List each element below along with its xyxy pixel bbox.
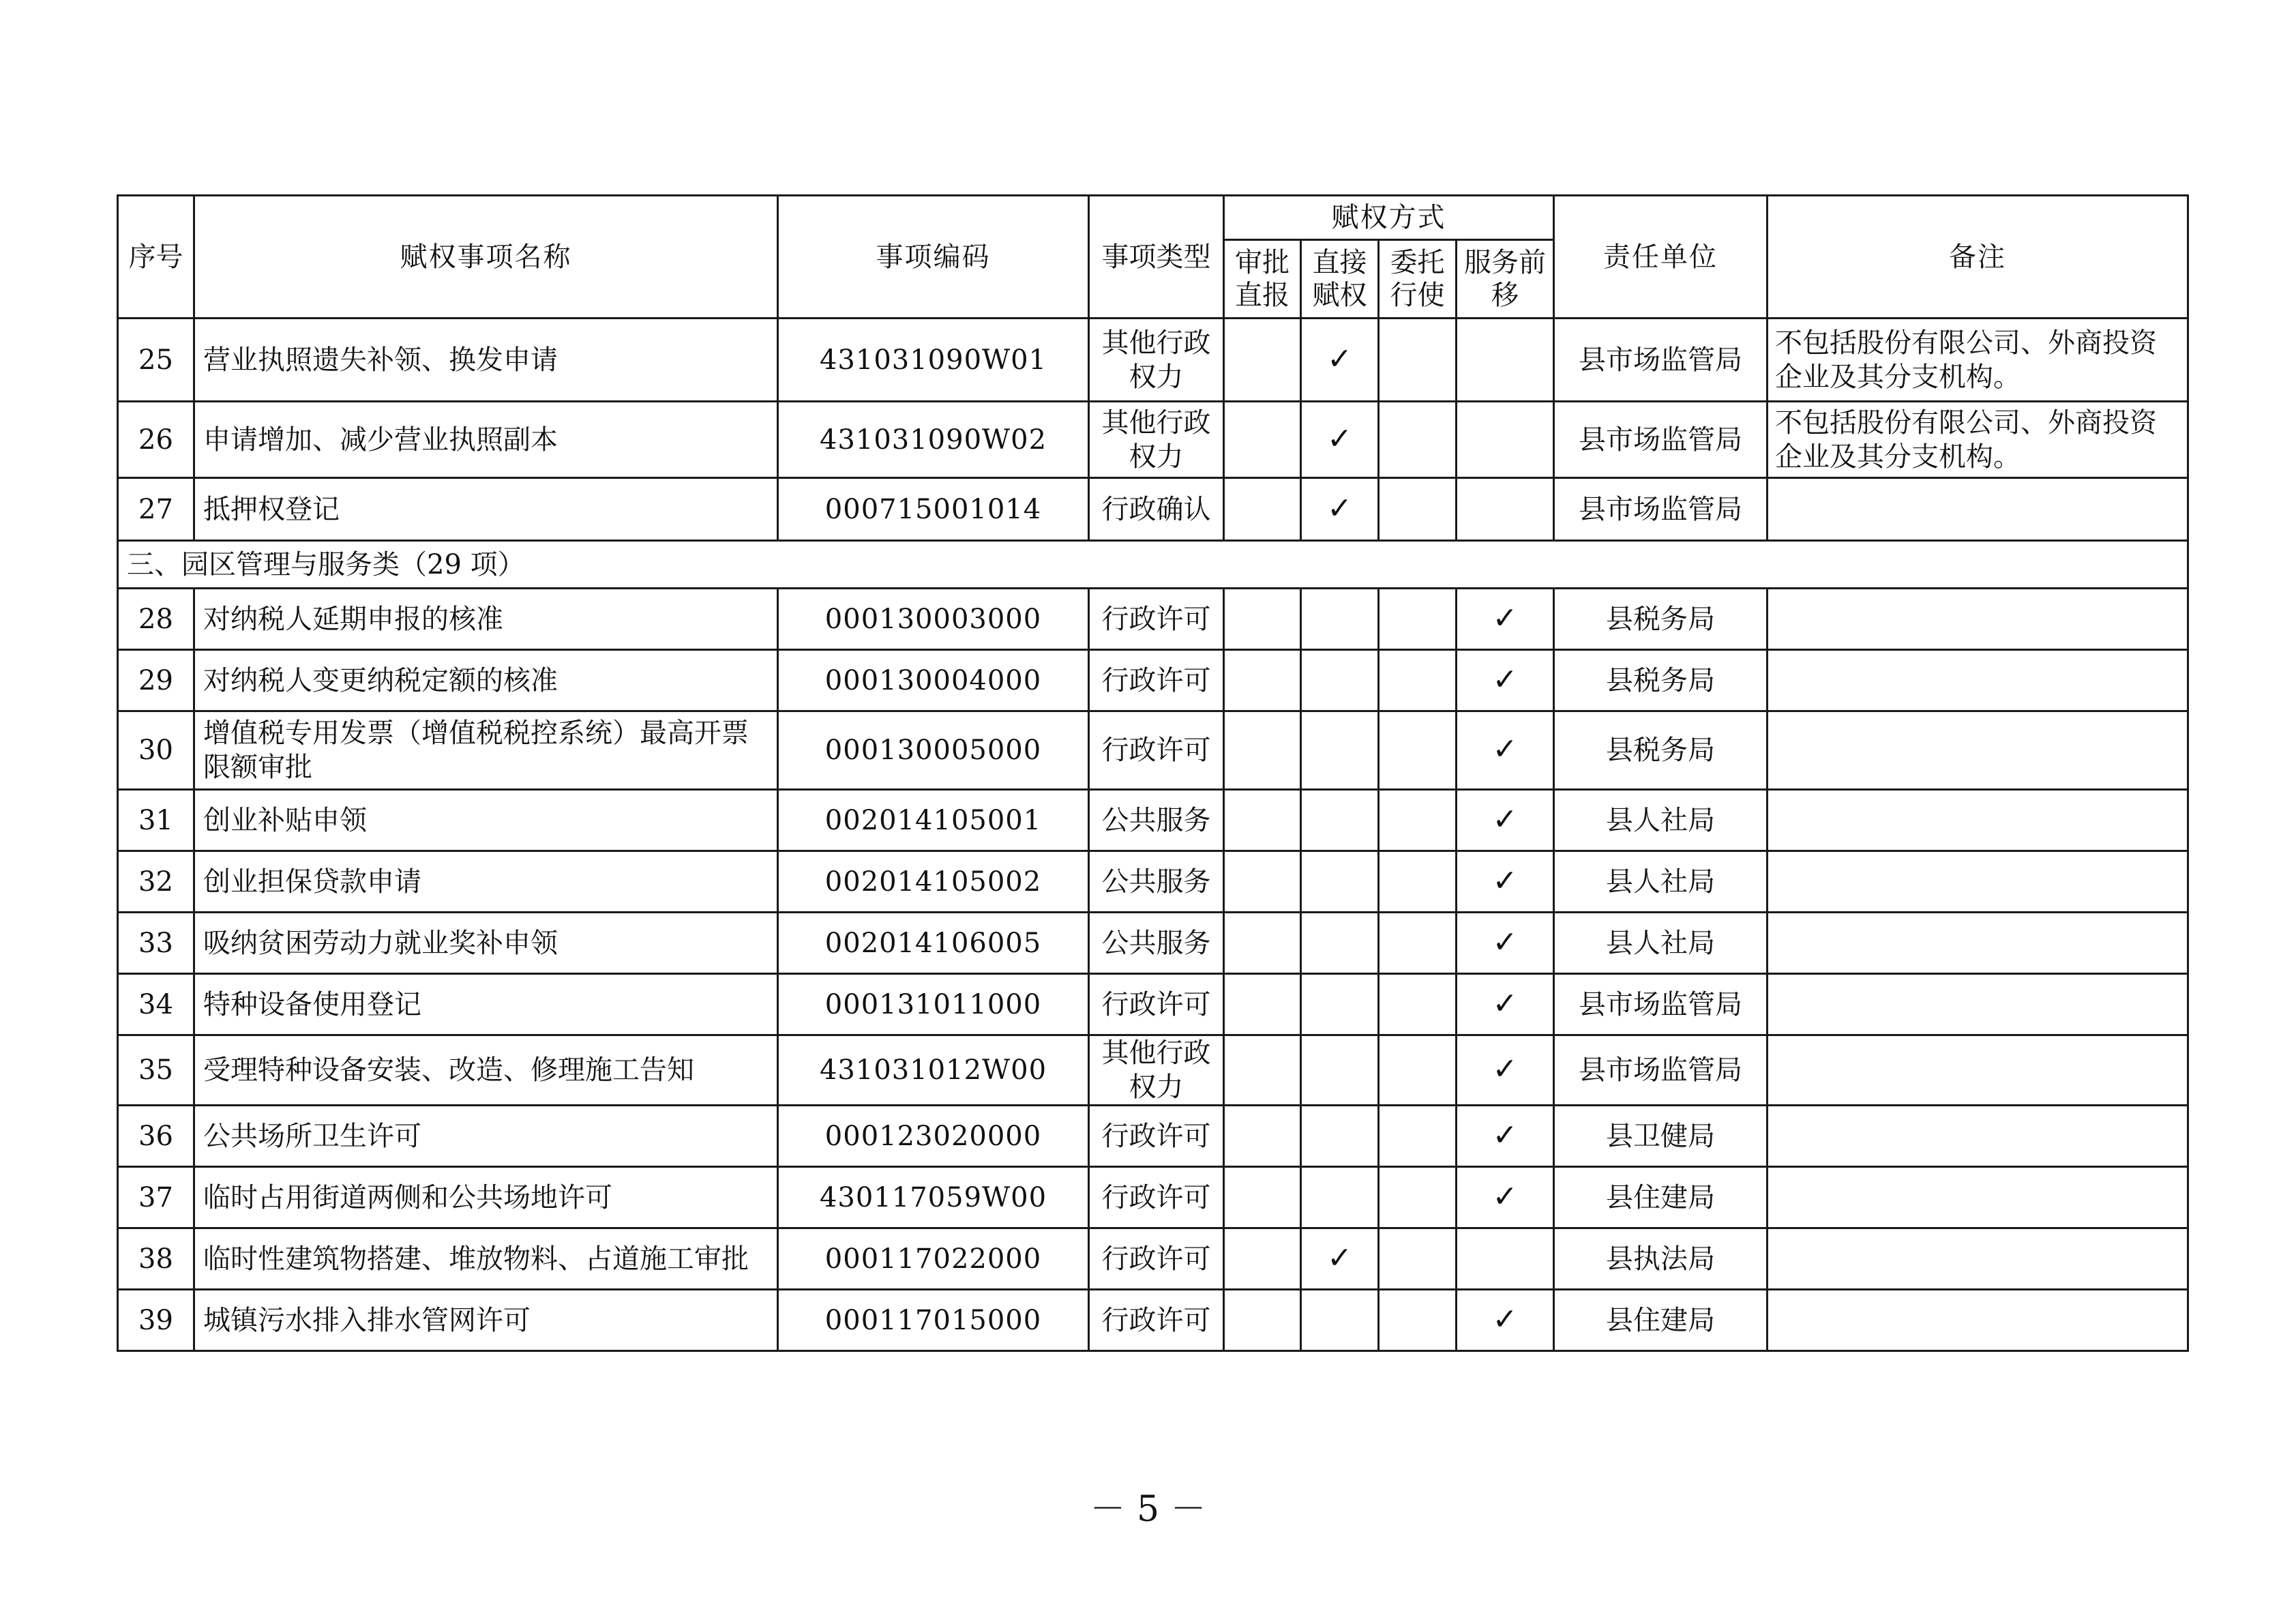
row-seq: 39: [118, 1290, 194, 1351]
row-item-name: 吸纳贫困劳动力就业奖补申领: [194, 913, 778, 974]
table-row: [118, 650, 2188, 711]
row-method-cell: [1224, 1290, 1301, 1351]
row-note: 不包括股份有限公司、外商投资企业及其分支机构。: [1768, 402, 2188, 478]
row-seq: 36: [118, 1106, 194, 1167]
row-method-cell: [1224, 913, 1301, 974]
row-item-type: 公共服务: [1089, 851, 1224, 913]
row-responsible-unit: 县税务局: [1554, 589, 1768, 650]
header-method-direct-grant: 直接赋权: [1301, 240, 1379, 319]
row-seq: 38: [118, 1228, 194, 1290]
row-method-cell: [1301, 851, 1379, 913]
check-mark-icon: ✓: [1492, 732, 1518, 767]
row-item-type: 行政许可: [1089, 974, 1224, 1035]
row-item-type: 行政确认: [1089, 478, 1224, 541]
row-method-cell: [1301, 790, 1379, 851]
page-number: － 5 －: [1090, 1489, 1206, 1530]
row-responsible-unit: 县市场监管局: [1554, 478, 1768, 541]
row-seq: 29: [118, 650, 194, 711]
row-item-code: 000130005000: [778, 711, 1089, 790]
row-method-cell: [1224, 402, 1301, 478]
table-row: [118, 1106, 2188, 1167]
row-method-cell: [1379, 650, 1457, 711]
row-item-code: 431031090W01: [778, 319, 1089, 402]
row-item-name: 城镇污水排入排水管网许可: [194, 1290, 778, 1351]
check-mark-icon: ✓: [1327, 490, 1352, 526]
row-method-cell: [1224, 478, 1301, 541]
row-item-name: 抵押权登记: [194, 478, 778, 541]
row-item-type: 行政许可: [1089, 711, 1224, 790]
row-responsible-unit: 县人社局: [1554, 913, 1768, 974]
row-seq: 26: [118, 402, 194, 478]
row-method-cell: [1224, 790, 1301, 851]
row-note: [1768, 1035, 2188, 1106]
row-item-type: 其他行政权力: [1089, 402, 1224, 478]
row-method-cell: [1301, 974, 1379, 1035]
row-item-code: 430117059W00: [778, 1167, 1089, 1228]
check-mark-icon: ✓: [1492, 662, 1518, 697]
table-row: [118, 319, 2188, 402]
row-note: [1768, 650, 2188, 711]
check-mark-icon: ✓: [1492, 986, 1518, 1021]
row-method-cell: [1301, 711, 1379, 790]
row-responsible-unit: 县市场监管局: [1554, 974, 1768, 1035]
section-title: 三、园区管理与服务类（29 项）: [118, 541, 2188, 589]
row-responsible-unit: 县卫健局: [1554, 1106, 1768, 1167]
table-row: [118, 790, 2188, 851]
row-method-cell: [1301, 589, 1379, 650]
row-method-cell: [1301, 1290, 1379, 1351]
check-mark-icon: ✓: [1327, 1240, 1352, 1275]
row-method-cell: [1379, 790, 1457, 851]
row-item-type: 公共服务: [1089, 913, 1224, 974]
row-method-cell: [1301, 478, 1379, 541]
row-item-name: 特种设备使用登记: [194, 974, 778, 1035]
table-row: [118, 1290, 2188, 1351]
row-responsible-unit: 县执法局: [1554, 1228, 1768, 1290]
row-method-cell: [1379, 1228, 1457, 1290]
row-note: [1768, 478, 2188, 541]
table-row: [118, 1167, 2188, 1228]
row-item-name: 临时性建筑物搭建、堆放物料、占道施工审批: [194, 1228, 778, 1290]
row-method-cell: [1301, 650, 1379, 711]
row-method-cell: [1301, 319, 1379, 402]
row-responsible-unit: 县市场监管局: [1554, 319, 1768, 402]
row-note: [1768, 711, 2188, 790]
header-unit: 责任单位: [1554, 196, 1768, 319]
row-note: [1768, 1167, 2188, 1228]
check-mark-icon: ✓: [1327, 341, 1352, 377]
row-item-code: 000131011000: [778, 974, 1089, 1035]
row-item-code: 000130004000: [778, 650, 1089, 711]
row-note: [1768, 790, 2188, 851]
row-method-cell: [1224, 851, 1301, 913]
row-method-cell: [1379, 913, 1457, 974]
row-item-code: 000123020000: [778, 1106, 1089, 1167]
row-method-cell: [1301, 1228, 1379, 1290]
header-method-service-forward: 服务前移: [1457, 240, 1554, 319]
row-method-cell: [1224, 650, 1301, 711]
check-mark-icon: ✓: [1492, 600, 1518, 636]
row-method-cell: [1224, 589, 1301, 650]
check-mark-icon: ✓: [1492, 1117, 1518, 1153]
row-seq: 31: [118, 790, 194, 851]
table-row: [118, 478, 2188, 541]
section-row: [118, 541, 2188, 589]
row-method-cell: [1379, 319, 1457, 402]
header-code: 事项编码: [778, 196, 1089, 319]
row-method-cell: [1379, 1167, 1457, 1228]
row-method-cell: [1457, 711, 1554, 790]
header-type: 事项类型: [1089, 196, 1224, 319]
row-method-cell: [1224, 1106, 1301, 1167]
row-method-cell: [1457, 319, 1554, 402]
row-method-cell: [1379, 402, 1457, 478]
row-method-cell: [1457, 478, 1554, 541]
row-item-code: 000130003000: [778, 589, 1089, 650]
row-item-type: 行政许可: [1089, 1228, 1224, 1290]
row-responsible-unit: 县住建局: [1554, 1290, 1768, 1351]
row-method-cell: [1457, 1106, 1554, 1167]
table-row: [118, 913, 2188, 974]
row-responsible-unit: 县市场监管局: [1554, 402, 1768, 478]
row-item-type: 行政许可: [1089, 1290, 1224, 1351]
row-method-cell: [1457, 402, 1554, 478]
row-responsible-unit: 县人社局: [1554, 790, 1768, 851]
table-header: [118, 196, 2188, 319]
check-mark-icon: ✓: [1492, 1179, 1518, 1214]
row-item-name: 增值税专用发票（增值税税控系统）最高开票限额审批: [194, 711, 778, 790]
table-row: [118, 1228, 2188, 1290]
row-note: [1768, 1228, 2188, 1290]
row-method-cell: [1224, 1228, 1301, 1290]
row-method-cell: [1457, 650, 1554, 711]
row-note: [1768, 589, 2188, 650]
row-method-cell: [1457, 974, 1554, 1035]
table-row: [118, 1035, 2188, 1106]
row-method-cell: [1379, 711, 1457, 790]
row-seq: 30: [118, 711, 194, 790]
row-item-name: 营业执照遗失补领、换发申请: [194, 319, 778, 402]
row-item-code: 000117015000: [778, 1290, 1089, 1351]
row-item-name: 临时占用街道两侧和公共场地许可: [194, 1167, 778, 1228]
row-item-name: 对纳税人变更纳税定额的核准: [194, 650, 778, 711]
row-seq: 34: [118, 974, 194, 1035]
row-note: 不包括股份有限公司、外商投资企业及其分支机构。: [1768, 319, 2188, 402]
row-method-cell: [1457, 913, 1554, 974]
table-body: [118, 319, 2188, 1351]
row-note: [1768, 1106, 2188, 1167]
header-method-group: 赋权方式: [1224, 196, 1554, 240]
check-mark-icon: ✓: [1327, 421, 1352, 456]
row-responsible-unit: 县市场监管局: [1554, 1035, 1768, 1106]
check-mark-icon: ✓: [1492, 863, 1518, 898]
row-method-cell: [1379, 1035, 1457, 1106]
row-item-code: 431031090W02: [778, 402, 1089, 478]
check-mark-icon: ✓: [1492, 801, 1518, 837]
row-item-type: 公共服务: [1089, 790, 1224, 851]
row-method-cell: [1224, 1035, 1301, 1106]
row-method-cell: [1301, 1035, 1379, 1106]
row-item-code: 000117022000: [778, 1228, 1089, 1290]
row-method-cell: [1224, 319, 1301, 402]
check-mark-icon: ✓: [1492, 1301, 1518, 1337]
row-item-name: 申请增加、减少营业执照副本: [194, 402, 778, 478]
row-seq: 33: [118, 913, 194, 974]
row-item-name: 创业补贴申领: [194, 790, 778, 851]
row-seq: 37: [118, 1167, 194, 1228]
row-item-code: 000715001014: [778, 478, 1089, 541]
row-seq: 28: [118, 589, 194, 650]
row-note: [1768, 974, 2188, 1035]
row-note: [1768, 851, 2188, 913]
row-item-type: 行政许可: [1089, 1106, 1224, 1167]
row-item-type: 行政许可: [1089, 589, 1224, 650]
row-method-cell: [1379, 589, 1457, 650]
row-item-type: 行政许可: [1089, 650, 1224, 711]
table-row: [118, 589, 2188, 650]
row-seq: 35: [118, 1035, 194, 1106]
row-item-type: 其他行政权力: [1089, 319, 1224, 402]
table-row: [118, 851, 2188, 913]
header-method-delegated: 委托行使: [1379, 240, 1457, 319]
row-method-cell: [1457, 589, 1554, 650]
row-seq: 25: [118, 319, 194, 402]
row-responsible-unit: 县税务局: [1554, 711, 1768, 790]
row-method-cell: [1457, 1290, 1554, 1351]
header-method-approval-direct: 审批直报: [1224, 240, 1301, 319]
table-row: [118, 402, 2188, 478]
row-item-name: 对纳税人延期申报的核准: [194, 589, 778, 650]
row-method-cell: [1457, 1035, 1554, 1106]
header-note: 备注: [1768, 196, 2188, 319]
row-item-name: 公共场所卫生许可: [194, 1106, 778, 1167]
table-row: [118, 711, 2188, 790]
header-seq: 序号: [118, 196, 194, 319]
row-method-cell: [1457, 1228, 1554, 1290]
row-method-cell: [1379, 478, 1457, 541]
row-method-cell: [1301, 1167, 1379, 1228]
row-responsible-unit: 县税务局: [1554, 650, 1768, 711]
row-method-cell: [1379, 851, 1457, 913]
row-method-cell: [1457, 851, 1554, 913]
row-seq: 32: [118, 851, 194, 913]
row-item-name: 受理特种设备安装、改造、修理施工告知: [194, 1035, 778, 1106]
table-row: [118, 974, 2188, 1035]
row-item-type: 其他行政权力: [1089, 1035, 1224, 1106]
header-name: 赋权事项名称: [194, 196, 778, 319]
row-item-code: 002014105002: [778, 851, 1089, 913]
row-method-cell: [1301, 913, 1379, 974]
row-method-cell: [1457, 790, 1554, 851]
row-method-cell: [1301, 402, 1379, 478]
row-method-cell: [1224, 711, 1301, 790]
check-mark-icon: ✓: [1492, 924, 1518, 960]
row-method-cell: [1379, 1290, 1457, 1351]
row-method-cell: [1457, 1167, 1554, 1228]
row-responsible-unit: 县住建局: [1554, 1167, 1768, 1228]
row-item-type: 行政许可: [1089, 1167, 1224, 1228]
check-mark-icon: ✓: [1492, 1052, 1518, 1087]
row-item-code: 002014105001: [778, 790, 1089, 851]
row-method-cell: [1379, 1106, 1457, 1167]
row-method-cell: [1224, 1167, 1301, 1228]
row-note: [1768, 913, 2188, 974]
row-item-code: 002014106005: [778, 913, 1089, 974]
row-note: [1768, 1290, 2188, 1351]
row-method-cell: [1224, 974, 1301, 1035]
row-method-cell: [1379, 974, 1457, 1035]
authorization-table: [117, 194, 2189, 1352]
row-item-name: 创业担保贷款申请: [194, 851, 778, 913]
row-method-cell: [1301, 1106, 1379, 1167]
row-seq: 27: [118, 478, 194, 541]
row-responsible-unit: 县人社局: [1554, 851, 1768, 913]
row-item-code: 431031012W00: [778, 1035, 1089, 1106]
